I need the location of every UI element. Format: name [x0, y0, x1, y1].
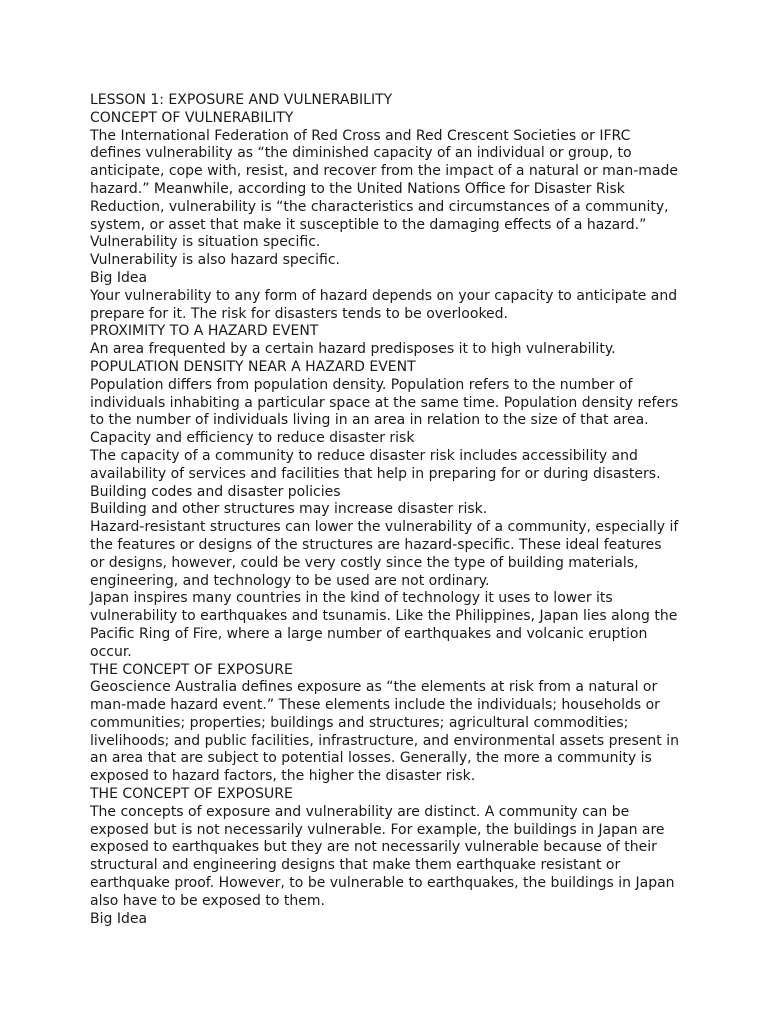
paragraph-exposure-vs-vulnerability: The concepts of exposure and vulnerability are distinct. A community can be exposed but is not necessarily vulnerable. For example, the buildings in Japan are exposed to earthquakes but they are not necessarily vulnerable because of their structural and engineering designs that make them earthquake resistant or earthquake proof. However, to be vulnerable to earthquakes, the buildings in Japan also have to be exposed to them. — [90, 803, 675, 909]
paragraph-capacity-efficiency: The capacity of a community to reduce disaster risk includes accessibility and availability of services and facilities that help in preparing for or during disasters. — [90, 447, 661, 482]
section-heading-vulnerability: CONCEPT OF VULNERABILITY — [90, 109, 294, 126]
paragraph-building-structures: Building and other structures may increase disaster risk. — [90, 501, 488, 518]
paragraph-big-idea-capacity: Your vulnerability to any form of hazard depends on your capacity to anticipate and prepare for it. The risk for disasters tends to be overlooked. — [90, 287, 678, 322]
section-heading-exposure: THE CONCEPT OF EXPOSURE — [90, 661, 293, 678]
lesson-title: LESSON 1: EXPOSURE AND VULNERABILITY — [90, 92, 393, 108]
section-heading-proximity: PROXIMITY TO A HAZARD EVENT — [90, 323, 319, 340]
paragraph-hazard-specific: Vulnerability is also hazard specific. — [90, 252, 340, 269]
paragraph-situation-specific: Vulnerability is situation specific. — [90, 234, 321, 251]
paragraph-exposure-definition: Geoscience Australia defines exposure as “the elements at risk from a natural or man-made hazard event.” These elements include the individuals; households or communities; properties; buildings and structures; agricultural commodities; livelihoods; and public facilities, infrastructure, and environmental assets present in an area that are subject to potential losses. Generally, the more a community is exposed to hazard factors, the higher the disaster risk. — [90, 679, 680, 785]
paragraph-japan: Japan inspires many countries in the kind of technology it uses to lower its vulnerability to earthquakes and tsunamis. Like the Philippines, Japan lies along the Pacific Ring of Fire, where a large number of earthquakes and volcanic eruption occur. — [90, 590, 678, 660]
subheading-building-codes: Building codes and disaster policies — [90, 483, 341, 500]
paragraph-proximity: An area frequented by a certain hazard predisposes it to high vulnerability. — [90, 341, 616, 358]
paragraph-population-density: Population differs from population density. Population refers to the number of individuals inhabiting a particular space at the same time. Population density refers to the number of individuals living in an area in relation to the size of that area. — [90, 376, 679, 429]
subheading-capacity-efficiency: Capacity and efficiency to reduce disaster risk — [90, 430, 415, 447]
section-heading-exposure-2: THE CONCEPT OF EXPOSURE — [90, 786, 293, 803]
big-idea-heading: Big Idea — [90, 269, 148, 286]
paragraph-vulnerability-definition: The International Federation of Red Cross and Red Crescent Societies or IFRC defines vulnerability as “the diminished capacity of an individual or group, to anticipate, cope with, resist, and recover from the impact of a natural or man-made hazard.” Meanwhile, according to the United Nations Office for Disaster Risk Reduction, vulnerability is “the characteristics and circumstances of a community, system, or asset that make it susceptible to the damaging effects of a hazard.” — [90, 127, 679, 233]
big-idea-heading-2: Big Idea — [90, 910, 148, 927]
document-page — [90, 92, 680, 928]
section-heading-population-density: POPULATION DENSITY NEAR A HAZARD EVENT — [90, 358, 416, 375]
paragraph-hazard-resistant: Hazard-resistant structures can lower the vulnerability of a community, especially if the features or designs of the structures are hazard-specific. These ideal features or designs, however, could be very costly since the type of building materials, engineering, and technology to be used are not ordinary. — [90, 519, 679, 589]
